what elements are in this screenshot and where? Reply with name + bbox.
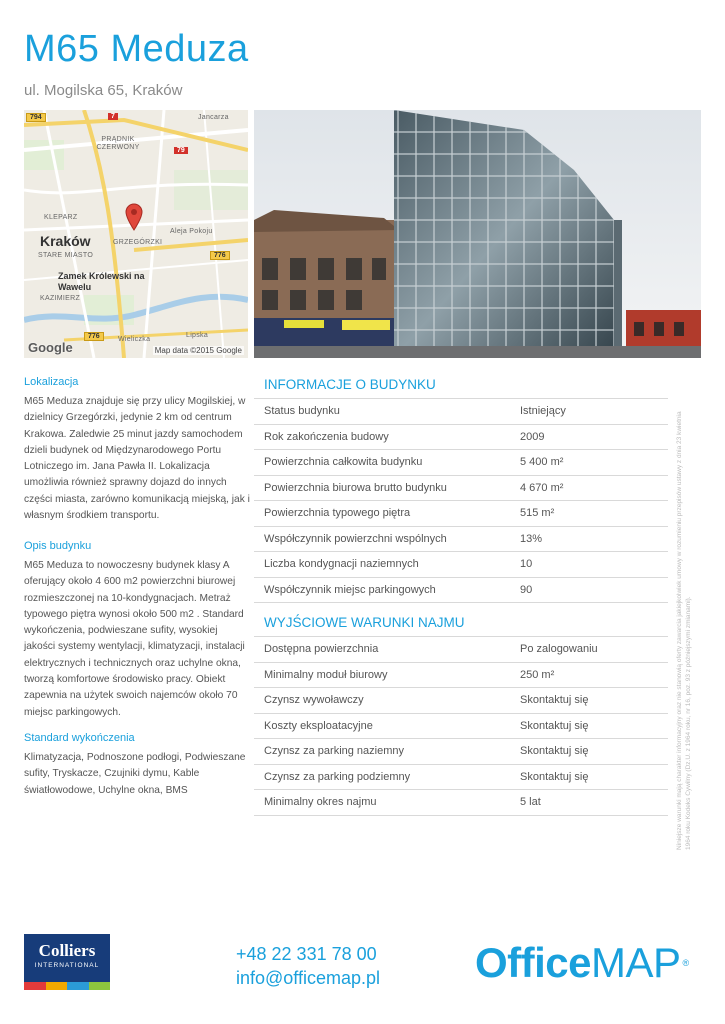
- table-row: [254, 450, 668, 476]
- row-label: Minimalny okres najmu: [264, 796, 377, 808]
- table-row: [254, 739, 668, 765]
- table-row: [254, 527, 668, 553]
- table-row: [254, 790, 668, 816]
- table-row: [254, 765, 668, 791]
- row-value: Skontaktuj się: [520, 694, 589, 706]
- street-aleja-pokoju: Aleja Pokoju: [170, 228, 213, 235]
- location-text: M65 Meduza znajduje się przy ulicy Mogilskiej, w dzielnicy Grzegórzki, jedynie 2 km od centrum Krakowa. Zaledwie 25 minut jazdy samochodem dzieli budynek od Międzynarodowego Portu Lotniczego im. Jana Pawła II. Lokalizacja umożliwia również sprawny dojazd do innych części miasta, zarówno komunikacją miejską, jak i własnym środkiem transportu.: [24, 396, 250, 522]
- contact-phone[interactable]: +48 22 331 78 00: [236, 944, 377, 964]
- lease-terms-table: [254, 636, 668, 816]
- district-kleparz: KLEPARZ: [44, 214, 78, 221]
- row-value: 2009: [520, 430, 545, 443]
- building-photo: [254, 110, 701, 358]
- colliers-color-bar: [24, 982, 110, 990]
- colliers-logo[interactable]: [24, 934, 110, 990]
- row-value: Skontaktuj się: [520, 770, 589, 783]
- colliers-name: Colliers: [38, 941, 96, 960]
- table-row: [254, 476, 668, 502]
- row-label: Status budynku: [264, 405, 340, 417]
- registered-mark: ®: [682, 958, 689, 968]
- table-row: [254, 425, 668, 451]
- row-label: Liczba kondygnacji naziemnych: [264, 558, 419, 570]
- road-776-label-2: 776: [84, 332, 104, 341]
- row-label: Powierzchnia całkowita budynku: [264, 456, 423, 468]
- table-row: [254, 637, 668, 663]
- row-label: Powierzchnia typowego piętra: [264, 507, 411, 519]
- street-lipska: Lipska: [186, 332, 209, 339]
- row-value: 4 670 m²: [520, 481, 564, 494]
- officemap-logo-map: MAP: [591, 939, 681, 986]
- officemap-logo[interactable]: [475, 938, 689, 988]
- table-row: [254, 552, 668, 578]
- table-row: [254, 501, 668, 527]
- address: ul. Mogilska 65, Kraków: [24, 82, 183, 99]
- row-label: Rok zakończenia budowy: [264, 430, 389, 443]
- row-value: Istniejący: [520, 405, 566, 417]
- road-7-label: 7: [108, 113, 118, 120]
- legal-disclaimer: Niniejsze warunki mają charakter informacyjny oraz nie stanowią oferty zawarcia jakiejkolwiek umowy w rozumieniu przepisów ustawy z dnia 23 kwietnia 1964 roku Kodeks Cywilny (Dz.U. z 1964 roku, nr 16, poz. 93 z późniejszymi zmianami).: [676, 411, 692, 850]
- road-776-label: 776: [210, 251, 230, 260]
- row-value: Skontaktuj się: [520, 745, 589, 757]
- table-row: [254, 399, 668, 425]
- row-label: Minimalny moduł biurowy: [264, 668, 388, 681]
- map-pin-icon[interactable]: [125, 203, 143, 231]
- table-row: [254, 714, 668, 740]
- district-kazimierz: KAZIMIERZ: [40, 295, 81, 302]
- page-title: M65 Meduza: [24, 28, 249, 70]
- district-stare-miasto: STARE MIASTO: [38, 252, 94, 259]
- row-label: Współczynnik miejsc parkingowych: [264, 583, 436, 596]
- row-value: 13%: [520, 532, 543, 545]
- row-value: Po zalogowaniu: [520, 643, 598, 655]
- row-label: Czynsz za parking podziemny: [264, 770, 411, 783]
- row-label: Dostępna powierzchnia: [264, 643, 379, 655]
- map-city-label: Kraków: [40, 233, 91, 249]
- colliers-international: INTERNATIONAL: [34, 962, 100, 969]
- road-79-label: 79: [174, 147, 188, 154]
- lease-terms-heading: WYJŚCIOWE WARUNKI NAJMU: [264, 615, 465, 630]
- district-grzegorzki: GRZEGÓRZKI: [113, 239, 163, 246]
- location-heading: Lokalizacja: [24, 376, 79, 388]
- street-wieliczka: Wieliczka: [118, 336, 151, 343]
- row-value: 5 400 m²: [520, 456, 564, 468]
- contact-email[interactable]: info@officemap.pl: [236, 968, 381, 988]
- district-pradnik: PRĄDNIK CZERWONY: [96, 136, 140, 151]
- row-value: Skontaktuj się: [520, 719, 589, 732]
- location-map[interactable]: [24, 110, 248, 358]
- row-label: Czynsz wywoławczy: [264, 694, 364, 706]
- map-castle-label: Zamek Królewski na Wawelu: [58, 271, 145, 292]
- row-value: 515 m²: [520, 507, 555, 519]
- building-info-heading: INFORMACJE O BUDYNKU: [264, 377, 436, 392]
- road-794-label: 794: [26, 113, 46, 122]
- row-value: 10: [520, 558, 533, 570]
- standard-text: Klimatyzacja, Podnoszone podłogi, Podwieszane sufity, Tryskacze, Czujniki dymu, Kable światłowodowe, Uchylne okna, BMS: [24, 752, 246, 796]
- table-row: [254, 663, 668, 689]
- row-label: Powierzchnia biurowa brutto budynku: [264, 481, 447, 494]
- officemap-logo-office: Office: [475, 939, 592, 986]
- street-jancarza: Jancarza: [198, 114, 229, 121]
- description-heading: Opis budynku: [24, 540, 92, 552]
- row-label: Współczynnik powierzchni wspólnych: [264, 532, 447, 545]
- row-label: Czynsz za parking naziemny: [264, 745, 405, 757]
- google-logo: Google: [28, 340, 73, 355]
- row-label: Koszty eksploatacyjne: [264, 719, 373, 732]
- standard-heading: Standard wykończenia: [24, 732, 135, 744]
- map-attribution: Map data ©2015 Google: [154, 346, 242, 355]
- description-text: M65 Meduza to nowoczesny budynek klasy A oferujący około 4 600 m2 powierzchni biurowej rozmieszczonej na 10-kondygnacjach. Metraż typowego piętra wynosi około 500 m2 . Standard wykończenia, podwieszane sufity, wysokiej jakości systemy wentylacji, klimatyzacji, instalacji elektrycznych i technicznych oraz uchylne okna, tworzą komfortowe środowisko pracy. Obiekt zapewnia na użytek swoich najemców około 70 miejsc parkingowych.: [24, 560, 245, 718]
- table-row: [254, 578, 668, 604]
- table-row: [254, 688, 668, 714]
- row-value: 5 lat: [520, 796, 541, 808]
- building-info-table: [254, 398, 668, 603]
- row-value: 90: [520, 583, 533, 596]
- row-value: 250 m²: [520, 668, 555, 681]
